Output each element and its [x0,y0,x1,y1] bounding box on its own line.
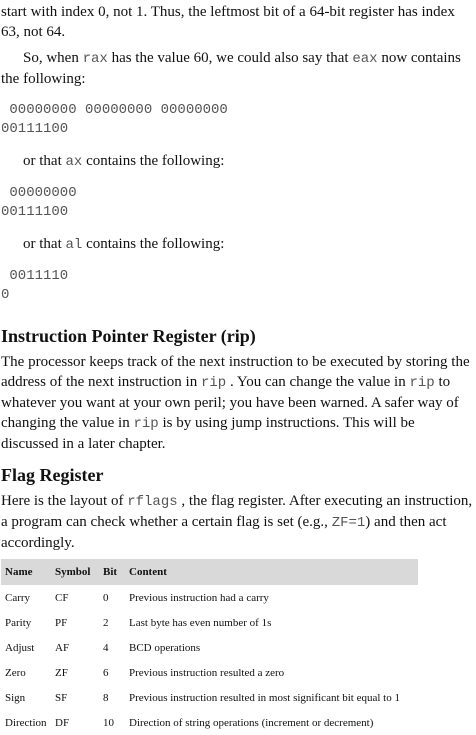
code-rflags: rflags [127,494,178,510]
cell-bit: 8 [103,691,109,704]
code-ax: ax [65,154,83,170]
ax-paragraph [1,151,474,172]
intro-paragraph [1,0,474,42]
text-span: The processor keeps track of the next instruction to be executed by storing the address of the next instruction in [1,354,470,390]
table-row [1,635,418,660]
cell-content: Direction of string operations (increment or decrement) [129,716,374,729]
cell-symbol: AF [55,641,70,654]
cell-content: Previous instruction resulted a zero [129,666,285,679]
header-name: Name [5,566,33,578]
intro-line-2: 63, not 64. [1,24,66,40]
code-block-al: 0011110 0 [1,268,69,303]
text-span: or that [23,236,66,252]
flag-table [1,559,418,735]
cell-name: Adjust [5,641,35,654]
text-span: to whatever you want at your own peril; you have been warned. A safer way of changing the value in [1,374,459,431]
code-rip: rip [133,416,159,432]
table-row [1,685,418,710]
cell-bit: 4 [103,641,109,654]
code-block-ax: 00000000 00111100 [1,185,77,220]
heading-rip: Instruction Pointer Register (rip) [1,326,256,346]
text-span: or that [23,153,66,169]
header-content: Content [129,566,167,578]
cell-symbol: PF [55,616,68,629]
rip-paragraph [1,352,474,454]
text-span: ) and then act accordingly. [1,514,447,551]
intro-line-1: start with index 0, not 1. Thus, the leftmost bit of a 64-bit register has index [1,4,455,20]
code-rip: rip [200,375,227,391]
text-span: is by using jump instructions. This will be discussed in a later chapter. [1,415,415,452]
cell-content: Last byte has even number of 1s [129,616,272,629]
text-span: So, when [23,50,83,66]
code-rax: rax [82,51,108,67]
cell-symbol: CF [55,591,69,604]
text-span: has the value 60, we could also say that [107,50,353,66]
text-span: contains the following: [82,236,225,252]
cell-symbol: DF [55,716,70,729]
cell-content: BCD operations [129,641,201,654]
header-symbol: Symbol [55,566,91,578]
text-span: contains the following: [82,153,225,169]
text-span: Here is the layout of [1,493,128,509]
cell-content: Previous instruction had a carry [129,591,269,604]
code-al: al [65,237,83,253]
cell-bit: 10 [103,716,114,729]
cell-bit: 6 [103,666,109,679]
text-span: , the flag register. After executing an instruction, a program can check whether a certain flag is set (e.g., [1,493,473,530]
header-bit: Bit [103,566,118,578]
code-block-eax: 00000000 00000000 00000000 00111100 [1,102,228,137]
cell-bit: 2 [103,616,109,629]
table-row [1,610,418,635]
cell-name: Direction [5,716,47,729]
heading-flag-register: Flag Register [1,465,104,485]
cell-bit: 0 [103,591,109,604]
text-span: . You can change the value in [226,374,410,390]
rax-paragraph [1,48,474,89]
cell-name: Parity [5,616,32,629]
text-span: now contains the following: [1,50,461,87]
code-eax: eax [352,51,378,67]
code-zf: ZF=1 [331,515,366,531]
cell-name: Zero [5,666,26,679]
cell-name: Sign [5,691,26,704]
table-row [1,710,418,735]
table-row [1,660,418,685]
cell-symbol: ZF [55,666,68,679]
code-rip: rip [409,375,435,391]
cell-name: Carry [5,591,31,604]
table-header-row [1,559,418,585]
cell-symbol: SF [55,691,68,704]
cell-content: Previous instruction resulted in most significant bit equal to 1 [129,691,400,704]
flags-paragraph [1,491,474,553]
table-row [1,585,418,610]
al-paragraph [1,234,474,255]
